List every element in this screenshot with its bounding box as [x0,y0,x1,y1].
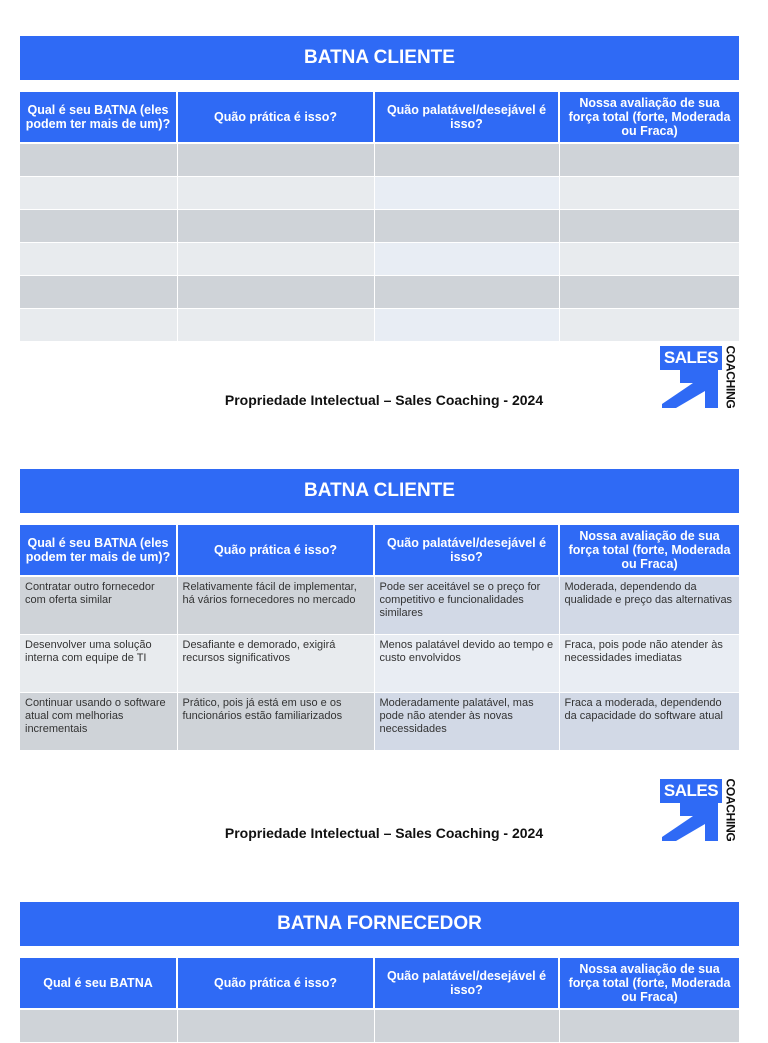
footer-text: Propriedade Intelectual – Sales Coaching - 2024 [224,392,544,408]
table-row [20,143,739,177]
table-cell[interactable] [20,143,177,177]
logo-sales-text: SALES [660,779,722,803]
table-cell[interactable] [559,210,739,243]
table-cell: Desafiante e demorado, exigirá recursos significativos [177,635,374,693]
table-header-row [20,92,739,143]
table-cell[interactable] [177,276,374,309]
table-cell: Menos palatável devido ao tempo e custo envolvidos [374,635,559,693]
table-cell: Moderada, dependendo da qualidade e preço das alternativas [559,576,739,635]
table-cell[interactable] [374,309,559,342]
col-header-practical: Quão prática é isso? [177,525,374,576]
logo-coaching-text: COACHING [723,345,737,409]
table-cell[interactable] [20,177,177,210]
table-cell: Contratar outro fornecedor com oferta similar [20,576,177,635]
col-header-batna: Qual é seu BATNA (eles podem ter mais de um)? [20,525,177,576]
table-row [20,693,739,751]
col-header-strength: Nossa avaliação de sua força total (forte, Moderada ou Fraca) [559,525,739,576]
table-cell[interactable] [374,243,559,276]
table-cell[interactable] [177,177,374,210]
table-cell: Continuar usando o software atual com melhorias incrementais [20,693,177,751]
table-row [20,576,739,635]
table-cell[interactable] [559,143,739,177]
table-cell[interactable] [20,309,177,342]
logo-sales-text: SALES [660,346,722,370]
table-cell[interactable] [20,210,177,243]
table-cell[interactable] [559,276,739,309]
col-header-strength: Nossa avaliação de sua força total (forte, Moderada ou Fraca) [559,958,739,1009]
table-cell[interactable] [374,210,559,243]
table-cell[interactable] [177,1009,374,1043]
table-row [20,1009,739,1043]
batna-cliente-empty-table [20,92,739,342]
table-row [20,309,739,342]
col-header-palatable: Quão palatável/desejável é isso? [374,958,559,1009]
batna-fornecedor-table [20,958,739,1043]
table-header-row [20,525,739,576]
table-cell[interactable] [559,177,739,210]
table-cell[interactable] [374,177,559,210]
table-cell: Relativamente fácil de implementar, há vários fornecedores no mercado [177,576,374,635]
table-cell[interactable] [559,309,739,342]
footer-text: Propriedade Intelectual – Sales Coaching - 2024 [224,825,544,841]
table-cell[interactable] [20,276,177,309]
table-cell[interactable] [374,276,559,309]
table-cell[interactable] [177,143,374,177]
table-cell: Prático, pois já está em uso e os funcionários estão familiarizados [177,693,374,751]
table-cell[interactable] [559,1009,739,1043]
table-cell[interactable] [374,1009,559,1043]
batna-cliente-filled-table [20,525,739,751]
section1-title: BATNA CLIENTE [20,36,739,80]
section3-title: BATNA FORNECEDOR [20,902,739,946]
table-cell[interactable] [559,243,739,276]
table-row [20,276,739,309]
logo-coaching-text: COACHING [723,778,737,842]
table-cell: Pode ser aceitável se o preço for competitivo e funcionalidades similares [374,576,559,635]
col-header-batna: Qual é seu BATNA (eles podem ter mais de um)? [20,92,177,143]
col-header-batna: Qual é seu BATNA [20,958,177,1009]
col-header-palatable: Quão palatável/desejável é isso? [374,92,559,143]
table-row [20,635,739,693]
col-header-palatable: Quão palatável/desejável é isso? [374,525,559,576]
table-cell: Fraca a moderada, dependendo da capacidade do software atual [559,693,739,751]
table-cell: Fraca, pois pode não atender às necessidades imediatas [559,635,739,693]
table-cell[interactable] [20,243,177,276]
table-cell[interactable] [374,143,559,177]
col-header-practical: Quão prática é isso? [177,92,374,143]
table-row [20,243,739,276]
table-row [20,210,739,243]
col-header-practical: Quão prática é isso? [177,958,374,1009]
table-cell: Desenvolver uma solução interna com equipe de TI [20,635,177,693]
table-cell: Moderadamente palatável, mas pode não atender às novas necessidades [374,693,559,751]
table-header-row [20,958,739,1009]
table-cell[interactable] [177,309,374,342]
table-cell[interactable] [177,243,374,276]
table-row [20,177,739,210]
col-header-strength: Nossa avaliação de sua força total (forte, Moderada ou Fraca) [559,92,739,143]
section2-title: BATNA CLIENTE [20,469,739,513]
table-cell[interactable] [177,210,374,243]
table-cell[interactable] [20,1009,177,1043]
